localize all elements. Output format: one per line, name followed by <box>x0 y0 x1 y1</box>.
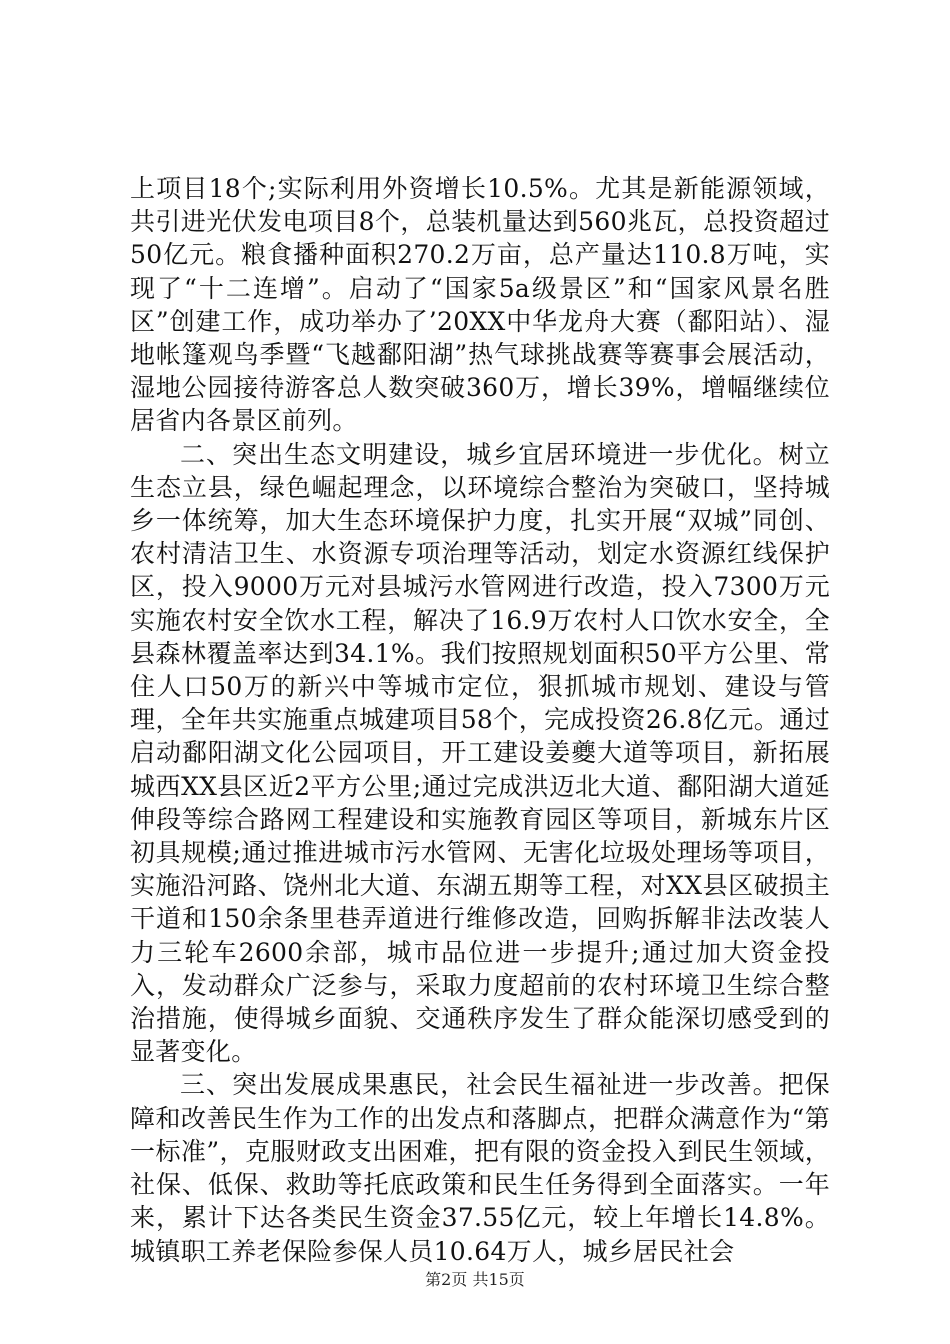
paragraph-2: 二、突出生态文明建设，城乡宜居环境进一步优化。树立生态立县，绿色崛起理念，以环境综合整治为突破口，坚持城乡一体统筹，加大生态环境保护力度，扎实开展“双城”同创、农村清洁卫生、水资源专项治理等活动，划定水资源红线保护区，投入9000万元对县城污水管网进行改造，投入7300万元实施农村安全饮水工程，解决了16.9万农村人口饮水安全，全县森林覆盖率达到34.1%。我们按照规划面积50平方公里、常住人口50万的新兴中等城市定位，狠抓城市规划、建设与管理，全年共实施重点城建项目58个，完成投资26.8亿元。通过启动鄱阳湖文化公园项目，开工建设姜夔大道等项目，新拓展城西XX县区近2平方公里;通过完成洪迈北大道、鄱阳湖大道延伸段等综合路网工程建设和实施教育园区等项目，新城东片区初具规模;通过推进城市污水管网、无害化垃圾处理场等项目，实施沿河路、饶州北大道、东湖五期等工程，对XX县区破损主干道和150余条里巷弄道进行维修改造，回购拆解非法改装人力三轮车2600余部，城市品位进一步提升;通过加大资金投入，发动群众广泛参与，采取力度超前的农村环境卫生综合整治措施，使得城乡面貌、交通秩序发生了群众能深切感受到的显著变化。 <box>130 439 830 1067</box>
paragraph-3: 三、突出发展成果惠民，社会民生福祉进一步改善。把保障和改善民生作为工作的出发点和落脚点，把群众满意作为“第一标准”，克服财政支出困难，把有限的资金投入到民生领域，社保、低保、救助等托底政策和民生任务得到全面落实。一年来，累计下达各类民生资金37.55亿元，较上年增长14.8%。城镇职工养老保险参保人员10.64万人，城乡居民社会 <box>130 1070 830 1266</box>
page-number-footer: 第2页 共15页 <box>425 1270 525 1289</box>
paragraph-1: 上项目18个;实际利用外资增长10.5%。尤其是新能源领域，共引进光伏发电项目8个，总装机量达到560兆瓦，总投资超过50亿元。粮食播种面积270.2万亩，总产量达110.8万吨，实现了“十二连增”。启动了“国家5a级景区”和“国家风景名胜区”创建工作，成功举办了’20XX中华龙舟大赛（鄱阳站）、湿地帐篷观鸟季暨“飞越鄱阳湖”热气球挑战赛等赛事会展活动，湿地公园接待游客总人数突破360万，增长39%，增幅继续位居省内各景区前列。 <box>130 174 830 436</box>
document-body <box>130 172 830 1268</box>
